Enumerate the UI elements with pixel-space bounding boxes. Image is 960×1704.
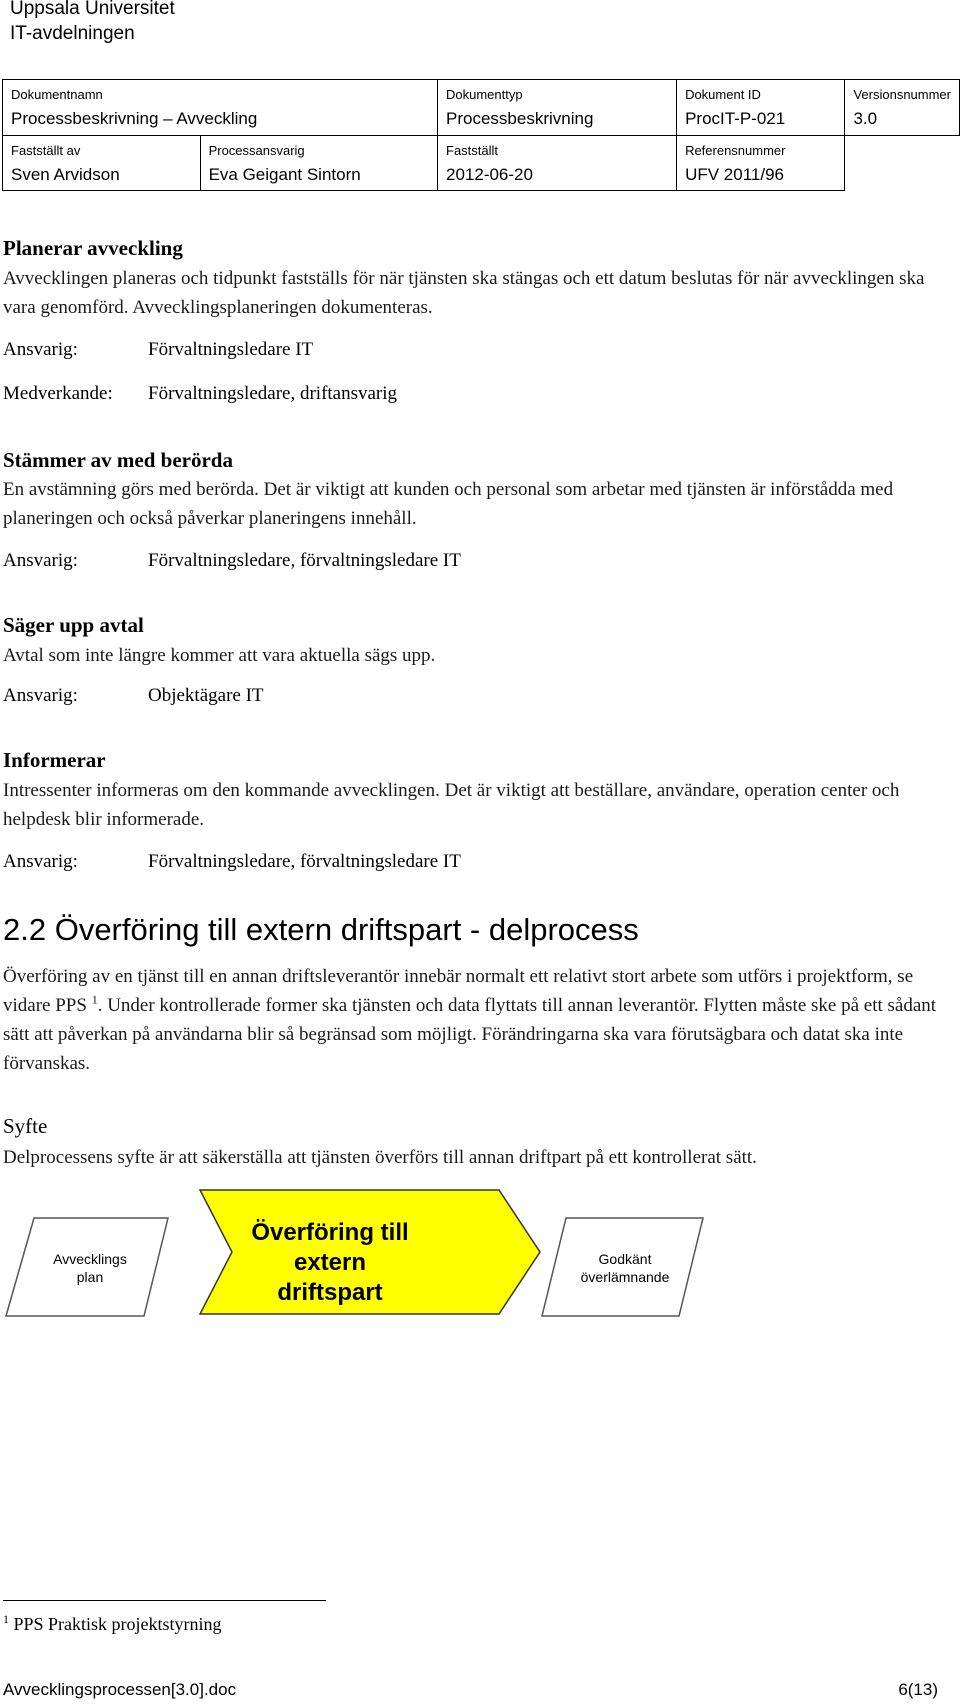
meta-reference-number [677,136,845,191]
role-value: Förvaltningsledare, driftansvarig [148,383,398,404]
meta-label: Fastställt [446,143,499,158]
meta-value: Eva Geigant Sintorn [208,165,361,184]
intro-text-b: . Under kontrollerade former ska tjänsten och data flyttats till annan leverantör. Flytten måste ske på ett sådant sätt att påverkan på användarna blir så begränsad som möjligt. Förändringarna ska vara förutsägbara och datat ska inte förvanskas. [3,995,937,1074]
footnote-separator [3,1600,326,1601]
meta-label: Referensnummer [685,143,786,158]
meta-document-name [3,80,438,136]
document-metadata-table [2,79,960,191]
meta-value: 2012-06-20 [446,165,533,184]
section-heading: Säger upp avtal [3,613,144,637]
meta-approved-by [3,136,201,191]
footnote-text: PPS Praktisk projektstyrning [13,1614,222,1634]
meta-value: UFV 2011/96 [685,165,784,184]
role-label: Ansvarig: [3,550,78,571]
footnote-ref: 1 [91,992,98,1007]
process-label-line3: driftspart [277,1279,383,1306]
purpose-text: Delprocessens syfte är att säkerställa att tjänsten överförs till annan driftpart på ett kontrollerat sätt. [3,1147,757,1168]
section-heading: Stämmer av med berörda [3,448,233,472]
subprocess-intro [3,962,953,1078]
role-label: Ansvarig: [3,339,78,360]
input-label-line1: Avvecklings [53,1251,127,1267]
section-heading: Planerar avveckling [3,236,183,260]
footer-page-number: 6(13) [898,1680,938,1699]
meta-value: Processbeskrivning – Avveckling [11,109,258,128]
footnote [3,1614,222,1635]
role-label: Medverkande: [3,383,113,404]
meta-document-type [438,80,677,136]
process-diagram [0,1180,960,1330]
role-value: Förvaltningsledare IT [148,339,314,360]
footnote-marker: 1 [3,1612,9,1626]
section-heading: Informerar [3,748,106,772]
process-label-line1: Överföring till [251,1219,409,1246]
purpose-heading: Syfte [3,1114,48,1138]
role-label: Ansvarig: [3,851,78,872]
output-parallelogram [542,1218,703,1316]
organization-name: Uppsala Universitet [10,0,175,19]
meta-label: Dokumenttyp [446,87,523,102]
section-paragraph: Avtal som inte längre kommer att vara aktuella sägs upp. [3,645,436,666]
output-label-line1: Godkänt [598,1251,652,1267]
meta-value: 3.0 [853,109,878,128]
section-paragraph: En avstämning görs med berörda. Det är viktigt att kunden och personal som arbetar med tjänsten är införstådda med planeringen och också påverkar planeringens innehåll. [3,479,894,529]
meta-empty-cell [845,136,960,191]
role-value: Objektägare IT [148,685,264,706]
meta-label: Dokument ID [685,87,761,102]
intro-text-a: Överföring av en tjänst till en annan driftsleverantör innebär normalt ett relativt stort arbete som utförs i projektform, se vidare PPS [3,966,914,1016]
meta-value: ProcIT-P-021 [685,109,786,128]
meta-process-owner [200,136,437,191]
section-paragraph: Avvecklingen planeras och tidpunkt fastställs för när tjänsten ska stängas och ett datum beslutas för när avvecklingen ska vara genomförd. Avvecklingsplaneringen dokumenteras. [3,268,925,318]
department-name: IT-avdelningen [10,23,135,44]
input-label-line2: plan [76,1269,104,1285]
meta-document-id [677,80,845,136]
meta-label: Versionsnummer [853,87,951,102]
meta-version [845,80,960,136]
meta-label: Fastställt av [11,143,81,158]
role-value: Förvaltningsledare, förvaltningsledare IT [148,851,461,872]
output-label-line2: överlämnande [580,1269,670,1285]
meta-label: Processansvarig [208,143,305,158]
meta-value: Processbeskrivning [446,109,594,128]
role-value: Förvaltningsledare, förvaltningsledare IT [148,550,461,571]
input-parallelogram [6,1218,168,1316]
process-label-line2: extern [293,1249,367,1276]
meta-approved-date [438,136,677,191]
role-label: Ansvarig: [3,685,78,706]
footer-filename: Avvecklingsprocessen[3.0].doc [3,1680,237,1699]
meta-label: Dokumentnamn [11,87,103,102]
meta-value: Sven Arvidson [11,165,120,184]
section-paragraph: Intressenter informeras om den kommande avvecklingen. Det är viktigt att beställare, användare, operation center och helpdesk blir informerade. [3,780,900,830]
subprocess-title: 2.2 Överföring till extern driftspart - delprocess [3,912,639,947]
